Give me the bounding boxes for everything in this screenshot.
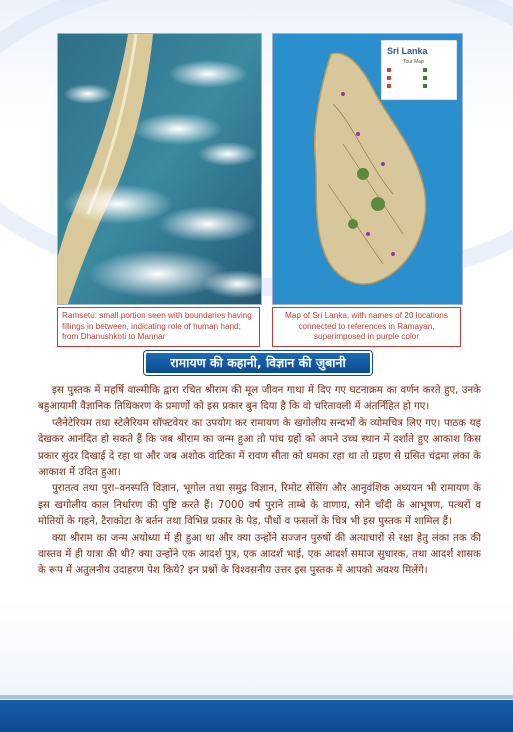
right-photo-caption: Map of Sri Lanka, with names of 20 locations connected to references in Ramayan, superimposed in purple color [272,307,461,347]
ramsetu-aerial-photo [57,33,262,305]
paragraph-3: पुरातत्व तथा पुरा–वनस्पति विज्ञान, भूगोल तथा समुद्र विज्ञान, रिमोट सेंसिंग और आनुवंशिक अध्ययन भी रामायण के इस खगोलीय काल निर्धारण की पुष्टि करते हैं। 7000 वर्ष पुराने ताम्बे के वाणाग्र, सोने चाँदी के आभूषण, पत्थरों व मोतियों के गहने, टैराकोटा के बर्तन तथा विभिन्न प्रकार के पेड़, पौधों व फसलों के चित्र भी इस पुस्तक में शामिल हैं। [38,483,481,528]
paragraph-1: इस पुस्तक में महर्षि वाल्मीकि द्वारा रचित श्रीराम की मूल जीवन गाथा में दिए गए घटनाक्रम का वर्णन करते हुए, उनके बहुआयामी वैज्ञानिक तिथिकरण के प्रमाणों को इस प्रकार बुन दिया है कि वो चरितावली में अंतर्निहित हो गए। [38,385,481,413]
body-text [38,383,481,580]
paragraph-2: प्लैनेटेरियम तथा स्टेलैरियम सॉफ्टवेयर का उपयोग कर रामायण के खगोलीय सन्दर्भों के व्योमचित्र लिए गए। पाठक यह देखकर आनंदित हो सकते हैं कि जब श्रीराम का जन्म हुआ तो पांच ग्रहों को अपने उच्च स्थान में दर्शाते हुए आकाश किस प्रकार सुंदर दिखाई दे रहा था और जब अशोक वाटिका में रावण सीता को धमका रहा था तो ग्रहण से ग्रसित चंद्रमा लंका के आकाश में उदित हुआ। [38,417,481,479]
map-subtitle: Tour Map [403,59,424,65]
map-title: Sri Lanka [387,46,428,56]
footer-stripe [0,695,513,699]
section-heading: रामायण की कहानी, विज्ञान की ज़ुबानी [144,351,372,375]
sri-lanka-map [272,33,463,305]
paragraph-4: क्या श्रीराम का जन्म अयोध्या में ही हुआ था और क्या उन्होंने सज्जन पुरुषों की अत्याचारों से रक्षा हेतु लंका तक की वास्तव में ही यात्रा की थी? क्या उन्होंने एक आदर्श पुत्र, एक आदर्श भाई, एक आदर्श समाज सुधारक, तथा आदर्श शासक के रूप में अतुलनीय उदाहरण पेश किये? इन प्रश्नों के विश्वसनीय उत्तर इस पुस्तक में आपको अवश्य मिलेंगे। [38,532,481,577]
left-photo-caption: Ramsetu: small portion seen with boundaries having fillings in between, indicating role of human hand; from Dhanushkoti to Mannar [57,307,260,347]
footer-band [0,700,513,732]
